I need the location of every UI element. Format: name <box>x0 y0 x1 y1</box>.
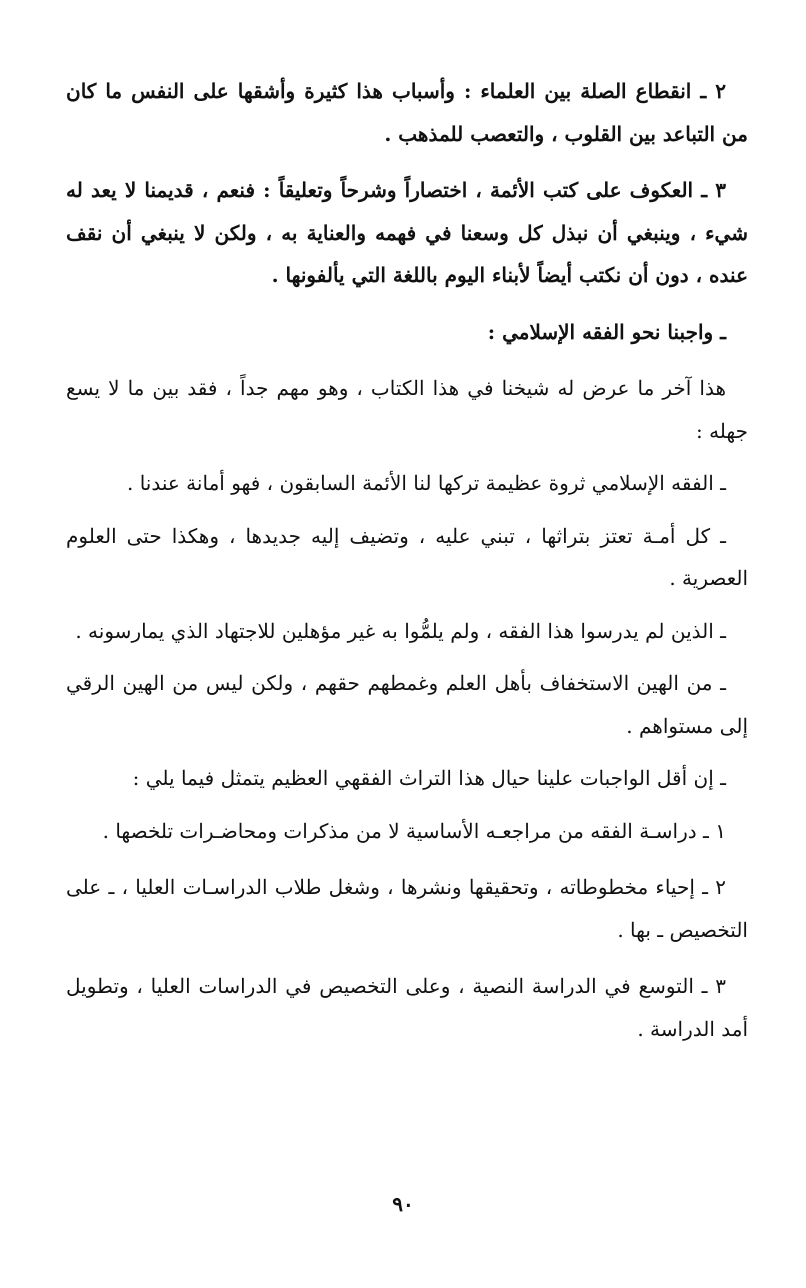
page-body <box>66 70 748 1050</box>
paragraph-heritage: ـ كل أمـة تعتز بتراثها ، تبني عليه ، وتضيف إليه جديدها ، وهكذا حتى العلوم العصرية . <box>66 523 748 590</box>
page-number: ٩٠ <box>392 1192 414 1216</box>
paragraph-duties-intro: ـ إن أقل الواجبات علينا حيال هذا التراث الفقهي العظيم يتمثل فيما يلي : <box>132 766 726 790</box>
paragraph-intro: هذا آخر ما عرض له شيخنا في هذا الكتاب ، وهو مهم جداً ، فقد بين ما لا يسع جهله : <box>66 376 748 443</box>
list-item-3: ٣ ـ التوسع في الدراسة النصية ، وعلى التخصيص في الدراسات العليا ، وتطويل أمد الدراسة . <box>66 974 748 1041</box>
section-heading-duty: ـ واجبنا نحو الفقه الإسلامي : <box>487 319 726 344</box>
paragraph-scholars-rank: ـ من الهين الاستخفاف بأهل العلم وغمطهم حقهم ، ولكن ليس من الهين الرقي إلى مستواهم . <box>66 671 748 738</box>
list-item-2: ٢ ـ إحياء مخطوطاته ، وتحقيقها ونشرها ، وشغل طلاب الدراسـات العليا ، ـ على التخصيص ـ بها . <box>66 875 748 942</box>
paragraph-fiqh-wealth: ـ الفقه الإسلامي ثروة عظيمة تركها لنا الأئمة السابقون ، فهو أمانة عندنا . <box>126 471 726 495</box>
paragraph-point-3-books: ٣ ـ العكوف على كتب الأئمة ، اختصاراً وشرحاً وتعليقاً : فنعم ، قديمنا لا يعد له شيء ، وينبغي أن نبذل كل وسعنا في فهمه والعناية به ، ولكن لا ينبغي أن نقف عنده ، دون أن نكتب أيضاً لأبناء اليوم باللغة التي يألفونها . <box>66 178 748 287</box>
list-item-1: ١ ـ دراسـة الفقه من مراجعـه الأساسية لا من مذكرات ومحاضـرات تلخصها . <box>102 818 726 843</box>
paragraph-ijtihad: ـ الذين لم يدرسوا هذا الفقه ، ولم يلمُّوا به غير مؤهلين للاجتهاد الذي يمارسونه . <box>75 618 726 643</box>
paragraph-point-2-scholars: ٢ ـ انقطاع الصلة بين العلماء : وأسباب هذا كثيرة وأشقها على النفس ما كان من التباعد بين القلوب ، والتعصب للمذهب . <box>66 79 748 146</box>
